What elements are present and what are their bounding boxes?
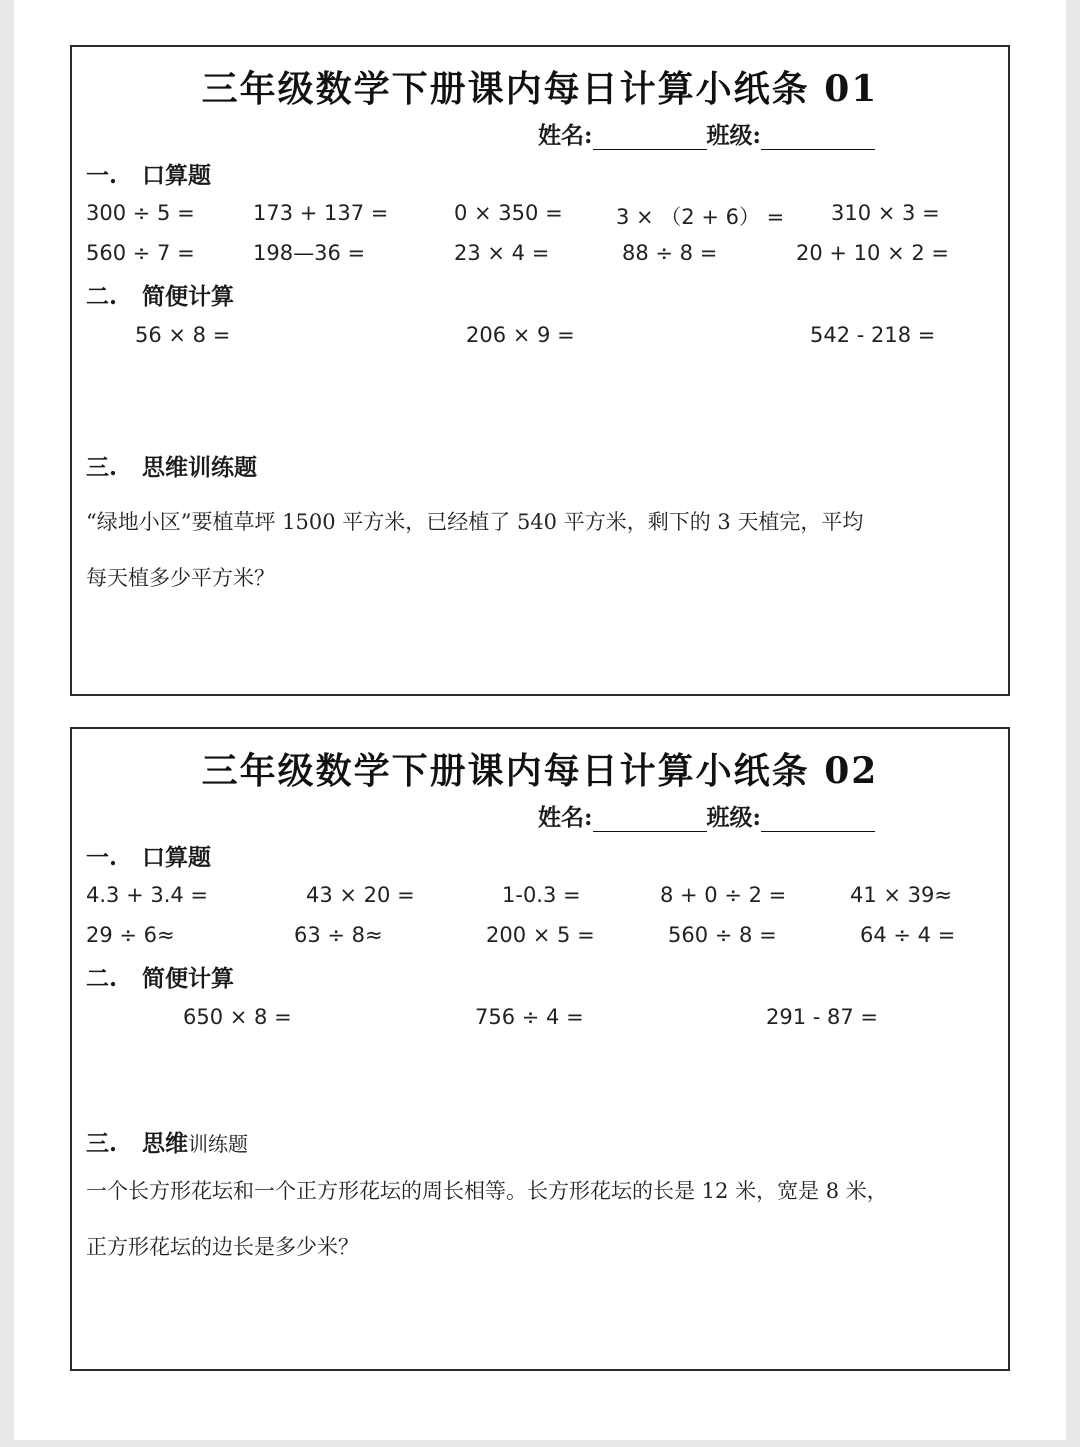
oral-item: 310 × 3 = [831,201,940,225]
class-label: 班级: [706,804,761,831]
simple-item: 206 × 9 = [466,323,575,347]
name-label: 姓名: [538,804,593,831]
simple-item: 291 - 87 = [766,1005,879,1029]
section-thinking: 三. 思维训练题 [86,454,257,481]
name-class-row [538,117,875,147]
oral-item: 173 + 137 = [253,201,389,225]
worksheet-card-01 [70,45,1010,696]
oral-item: 29 ÷ 6≈ [86,923,175,947]
class-label: 班级: [706,122,761,149]
section-title-light: 训练题 [188,1132,248,1156]
worksheet-page [14,0,1066,1440]
oral-item: 88 ÷ 8 = [622,241,718,265]
name-blank[interactable] [593,123,707,150]
simple-item: 650 × 8 = [183,1005,292,1029]
oral-item: 0 × 350 = [454,201,563,225]
section-thinking: 三. 思维训练题 [86,1130,248,1157]
card-title: 三年级数学下册课内每日计算小纸条 01 [201,68,879,110]
simple-item: 542 - 218 = [810,323,936,347]
name-label: 姓名: [538,122,593,149]
class-blank[interactable] [761,805,875,832]
oral-item: 43 × 20 = [306,883,415,907]
oral-item: 4.3 + 3.4 = [86,883,209,907]
problem-text-line: “绿地小区”要植草坪 1500 平方米，已经植了 540 平方米，剩下的 3 天植完，平均 [86,510,864,534]
oral-item: 23 × 4 = [454,241,550,265]
section-title-bold: 思维 [142,1130,188,1157]
card-title: 三年级数学下册课内每日计算小纸条 02 [201,750,879,792]
problem-text-line: 每天植多少平方米？ [86,566,275,590]
oral-item: 1-0.3 = [502,883,581,907]
oral-item: 200 × 5 = [486,923,595,947]
section-title: 口算题 [142,844,211,871]
oral-item: 8 + 0 ÷ 2 = [660,883,787,907]
section-title: 简便计算 [142,283,234,310]
oral-item: 41 × 39≈ [850,883,952,907]
simple-item: 56 × 8 = [135,323,231,347]
oral-item: 198—36 = [253,241,366,265]
oral-item: 560 ÷ 7 = [86,241,195,265]
section-title: 思维训练题 [142,454,257,481]
problem-text-line: 一个长方形花坛和一个正方形花坛的周长相等。长方形花坛的长是 12 米，宽是 8 米， [86,1179,888,1203]
section-simple: 二. 简便计算 [86,283,234,310]
oral-item: 300 ÷ 5 = [86,201,195,225]
oral-item: 3 × （2 + 6） = [616,205,785,229]
class-blank[interactable] [761,123,875,150]
oral-item: 64 ÷ 4 = [860,923,956,947]
section-title: 简便计算 [142,965,234,992]
problem-text-line: 正方形花坛的边长是多少米？ [86,1235,359,1259]
section-simple: 二. 简便计算 [86,965,234,992]
simple-item: 756 ÷ 4 = [475,1005,584,1029]
name-class-row [538,799,875,829]
worksheet-card-02 [70,727,1010,1371]
section-title: 口算题 [142,162,211,189]
section-oral: 一. 口算题 [86,162,211,189]
oral-item: 560 ÷ 8 = [668,923,777,947]
section-oral: 一. 口算题 [86,844,211,871]
oral-item: 63 ÷ 8≈ [294,923,383,947]
name-blank[interactable] [593,805,707,832]
oral-item: 20 + 10 × 2 = [796,241,949,265]
